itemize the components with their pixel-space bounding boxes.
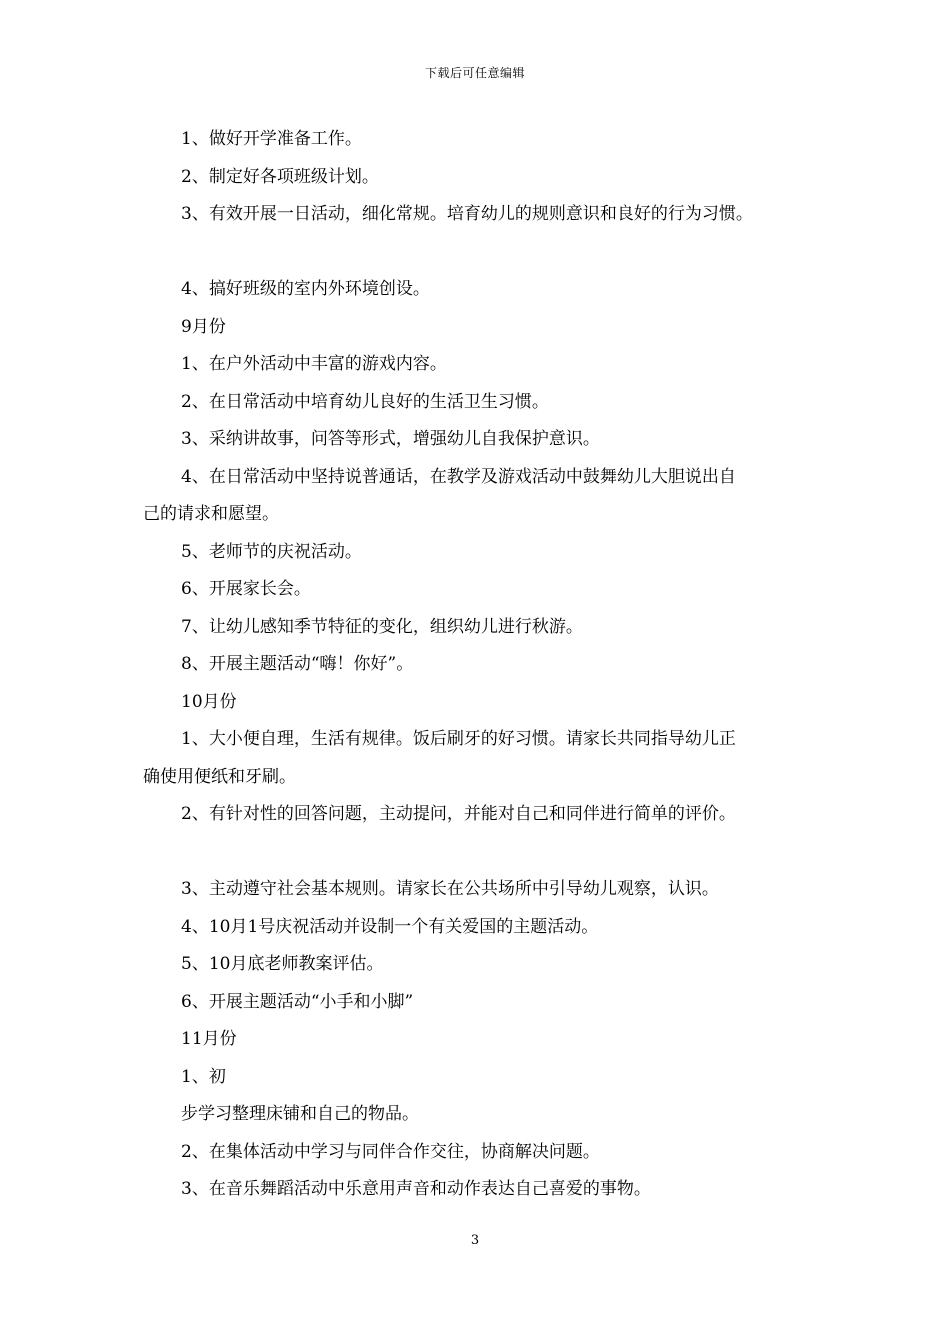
month-heading: 11月份 xyxy=(181,1029,237,1049)
list-item: 3、主动遵守社会基本规则。请家长在公共场所中引导幼儿观察，认识。 xyxy=(181,879,719,899)
list-item: 3、有效开展一日活动，细化常规。培育幼儿的规则意识和良好的行为习惯。 xyxy=(181,204,753,224)
list-item: 1、大小便自理，生活有规律。饭后刷牙的好习惯。请家长共同指导幼儿正 xyxy=(181,729,736,749)
list-item: 3、在音乐舞蹈活动中乐意用声音和动作表达自己喜爱的事物。 xyxy=(181,1179,651,1199)
list-item: 2、在集体活动中学习与同伴合作交往，协商解决问题。 xyxy=(181,1141,600,1162)
list-item: 4、10月1号庆祝活动并设制一个有关爱国的主题活动。 xyxy=(181,916,599,937)
list-item: 4、搞好班级的室内外环境创设。 xyxy=(181,279,430,299)
month-heading: 9月份 xyxy=(181,316,226,337)
list-item: 2、在日常活动中培育幼儿良好的生活卫生习惯。 xyxy=(181,391,549,412)
list-item: 1、在户外活动中丰富的游戏内容。 xyxy=(181,354,447,374)
list-item: 6、开展主题活动“小手和小脚” xyxy=(181,991,414,1012)
list-item: 2、有针对性的回答问题，主动提问，并能对自己和同伴进行简单的评价。 xyxy=(181,804,736,824)
list-item-continuation: 确使用便纸和牙刷。 xyxy=(143,766,296,787)
list-item-continuation: 步学习整理床铺和自己的物品。 xyxy=(181,1104,419,1124)
list-item: 3、采纳讲故事，问答等形式，增强幼儿自我保护意识。 xyxy=(181,429,600,449)
page-number: 3 xyxy=(470,1233,480,1248)
list-item-continuation: 己的请求和愿望。 xyxy=(143,504,279,524)
page-header: 下载后可任意编辑 xyxy=(424,66,525,80)
list-item: 7、让幼儿感知季节特征的变化，组织幼儿进行秋游。 xyxy=(181,616,583,637)
month-heading: 10月份 xyxy=(181,691,237,712)
list-item: 1、初 xyxy=(181,1066,226,1087)
list-item: 8、开展主题活动“嗨！你好”。 xyxy=(181,654,414,674)
document-body xyxy=(143,121,833,1209)
list-item: 5、老师节的庆祝活动。 xyxy=(181,541,362,562)
list-item: 5、10月底老师教案评估。 xyxy=(181,954,384,974)
list-item: 1、做好开学准备工作。 xyxy=(181,129,362,149)
paragraph-gap xyxy=(143,834,833,872)
list-item: 2、制定好各项班级计划。 xyxy=(181,166,379,187)
list-item: 4、在日常活动中坚持说普通话，在教学及游戏活动中鼓舞幼儿大胆说出自 xyxy=(181,466,736,487)
paragraph-gap xyxy=(143,234,833,272)
list-item: 6、开展家长会。 xyxy=(181,579,311,599)
